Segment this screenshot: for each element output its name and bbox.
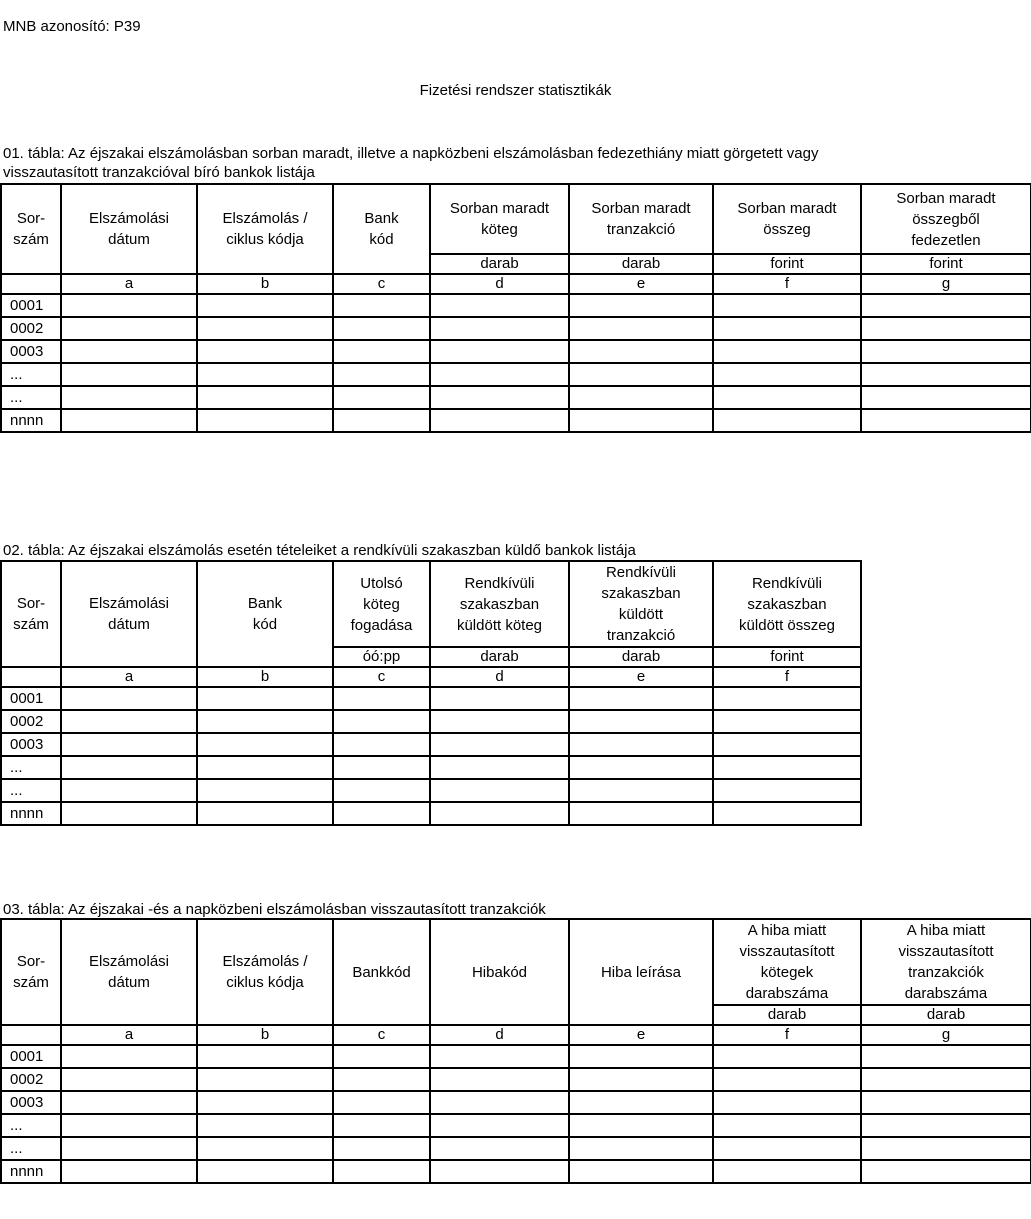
data-cell[interactable] [713,687,861,710]
table1-caption-line1: 01. tábla: Az éjszakai elszámolásban sorban maradt, illetve a napközbeni elszámolásban fedezethiány miatt görgetett vagy [3,145,819,162]
table-row [1,317,1031,340]
row-number: 0002 [1,1068,61,1091]
data-cell[interactable] [713,802,861,825]
column-unit: forint [861,254,1031,274]
data-cell[interactable] [430,1068,569,1091]
column-unit: darab [713,1005,861,1025]
column-header: Hibakód [430,919,569,1025]
data-cell[interactable] [61,386,197,409]
data-cell[interactable] [333,779,430,802]
data-cell[interactable] [333,409,430,432]
data-cell[interactable] [861,363,1031,386]
column-unit: darab [569,647,713,667]
data-cell[interactable] [430,1114,569,1137]
column-header: A hiba miatt visszautasított kötegek darabszáma [713,919,861,1005]
table-row [1,294,1031,317]
data-cell[interactable] [333,1114,430,1137]
header-row [1,184,1031,254]
column-letter: b [197,667,333,687]
column-header: Rendkívüli szakaszban küldött tranzakció [569,561,713,647]
data-cell[interactable] [861,317,1031,340]
column-unit: forint [713,647,861,667]
table2 [0,560,862,826]
column-header: Elszámolási dátum [61,919,197,1025]
letter-row [1,667,861,687]
table-row [1,1114,1031,1137]
column-header: Sorban maradt tranzakció [569,184,713,254]
rowno-header: Sor- szám [1,184,61,274]
data-cell[interactable] [713,317,861,340]
data-cell[interactable] [197,1068,333,1091]
data-cell[interactable] [713,409,861,432]
data-cell[interactable] [61,687,197,710]
column-letter: d [430,274,569,294]
row-number: 0001 [1,687,61,710]
data-cell[interactable] [430,1160,569,1183]
column-letter: f [713,274,861,294]
data-cell[interactable] [61,363,197,386]
data-cell[interactable] [333,1160,430,1183]
data-cell[interactable] [333,317,430,340]
data-cell[interactable] [197,409,333,432]
letter-blank [1,1025,61,1045]
row-number: ... [1,779,61,802]
data-cell[interactable] [430,756,569,779]
data-cell[interactable] [569,1045,713,1068]
data-cell[interactable] [430,710,569,733]
data-cell[interactable] [713,733,861,756]
data-cell[interactable] [430,802,569,825]
data-cell[interactable] [713,386,861,409]
rowno-header: Sor- szám [1,919,61,1025]
row-number: nnnn [1,409,61,432]
data-cell[interactable] [861,1045,1031,1068]
data-cell[interactable] [333,340,430,363]
data-cell[interactable] [61,1137,197,1160]
column-letter: e [569,274,713,294]
row-number: 0001 [1,294,61,317]
column-header: Utolsó köteg fogadása [333,561,430,647]
column-header: Elszámolási dátum [61,561,197,667]
column-letter: g [861,274,1031,294]
data-cell[interactable] [61,1068,197,1091]
data-cell[interactable] [430,386,569,409]
data-cell[interactable] [430,294,569,317]
header-row [1,561,861,647]
column-letter: e [569,1025,713,1045]
page-title: Fizetési rendszer statisztikák [419,82,612,99]
column-unit: darab [861,1005,1031,1025]
table-row [1,1068,1031,1091]
data-cell[interactable] [333,756,430,779]
data-cell[interactable] [861,1137,1031,1160]
data-cell[interactable] [61,409,197,432]
data-cell[interactable] [569,687,713,710]
data-cell[interactable] [713,340,861,363]
data-cell[interactable] [333,1068,430,1091]
data-cell[interactable] [861,294,1031,317]
data-cell[interactable] [197,363,333,386]
table-row [1,710,861,733]
data-cell[interactable] [569,1091,713,1114]
data-cell[interactable] [861,1160,1031,1183]
table1-caption-line2: visszautasított tranzakcióval bíró bankok listája [3,164,315,181]
column-header: Hiba leírása [569,919,713,1025]
column-letter: c [333,667,430,687]
table-row [1,1137,1031,1160]
data-cell[interactable] [430,1091,569,1114]
row-number: nnnn [1,1160,61,1183]
table-row [1,802,861,825]
data-cell[interactable] [61,756,197,779]
column-letter: b [197,274,333,294]
row-number: nnnn [1,802,61,825]
data-cell[interactable] [569,802,713,825]
table1-caption [3,144,818,182]
row-number: 0003 [1,340,61,363]
row-number: 0003 [1,733,61,756]
column-unit: óó:pp [333,647,430,667]
data-cell[interactable] [861,1091,1031,1114]
data-cell[interactable] [197,340,333,363]
column-letter: f [713,667,861,687]
row-number: 0002 [1,317,61,340]
table3-caption: 03. tábla: Az éjszakai -és a napközbeni elszámolásban visszautasított tranzakciók [3,901,546,918]
data-cell[interactable] [333,710,430,733]
table3 [0,918,1031,1184]
data-cell[interactable] [197,1137,333,1160]
column-header: Sorban maradt összegből fedezetlen [861,184,1031,254]
column-letter: e [569,667,713,687]
data-cell[interactable] [569,1137,713,1160]
data-cell[interactable] [333,1045,430,1068]
data-cell[interactable] [430,409,569,432]
data-cell[interactable] [333,687,430,710]
data-cell[interactable] [861,1068,1031,1091]
table-row [1,1160,1031,1183]
data-cell[interactable] [197,1091,333,1114]
column-header: Bank kód [197,561,333,667]
data-cell[interactable] [430,340,569,363]
data-cell[interactable] [197,294,333,317]
column-header: Rendkívüli szakaszban küldött köteg [430,561,569,647]
data-cell[interactable] [197,1160,333,1183]
data-cell[interactable] [333,294,430,317]
column-header: Bank kód [333,184,430,274]
table-row [1,779,861,802]
column-header: Rendkívüli szakaszban küldött összeg [713,561,861,647]
table-row [1,733,861,756]
data-cell[interactable] [861,340,1031,363]
table-row [1,386,1031,409]
data-cell[interactable] [333,363,430,386]
rowno-header: Sor- szám [1,561,61,667]
data-cell[interactable] [713,294,861,317]
data-cell[interactable] [430,317,569,340]
data-cell[interactable] [333,1137,430,1160]
data-cell[interactable] [61,1091,197,1114]
data-cell[interactable] [333,802,430,825]
data-cell[interactable] [197,687,333,710]
table-row [1,756,861,779]
data-cell[interactable] [61,733,197,756]
data-cell[interactable] [569,710,713,733]
column-letter: c [333,274,430,294]
data-cell[interactable] [713,710,861,733]
data-cell[interactable] [197,386,333,409]
column-header: Elszámolás / ciklus kódja [197,184,333,274]
data-cell[interactable] [61,340,197,363]
data-cell[interactable] [61,779,197,802]
data-cell[interactable] [197,1114,333,1137]
data-cell[interactable] [713,1114,861,1137]
column-header: Sorban maradt összeg [713,184,861,254]
column-header: Bankkód [333,919,430,1025]
data-cell[interactable] [569,363,713,386]
table1 [0,183,1031,433]
column-unit: darab [430,647,569,667]
column-letter: d [430,667,569,687]
data-cell[interactable] [197,802,333,825]
mnb-identifier: MNB azonosító: P39 [3,18,141,35]
data-cell[interactable] [569,340,713,363]
data-cell[interactable] [713,1045,861,1068]
row-number: 0002 [1,710,61,733]
table-row [1,409,1031,432]
row-number: 0001 [1,1045,61,1068]
column-letter: a [61,1025,197,1045]
data-cell[interactable] [569,1068,713,1091]
data-cell[interactable] [569,779,713,802]
data-cell[interactable] [430,779,569,802]
data-cell[interactable] [430,1045,569,1068]
data-cell[interactable] [861,409,1031,432]
column-header: A hiba miatt visszautasított tranzakciók darabszáma [861,919,1031,1005]
data-cell[interactable] [713,1091,861,1114]
data-cell[interactable] [197,710,333,733]
data-cell[interactable] [61,1045,197,1068]
table2-caption: 02. tábla: Az éjszakai elszámolás esetén tételeiket a rendkívüli szakaszban küldő bankok listája [3,542,636,559]
data-cell[interactable] [430,733,569,756]
table-row [1,1045,1031,1068]
data-cell[interactable] [61,710,197,733]
data-cell[interactable] [61,1160,197,1183]
column-header: Elszámolás / ciklus kódja [197,919,333,1025]
letter-blank [1,667,61,687]
row-number: ... [1,1114,61,1137]
column-unit: forint [713,254,861,274]
table-row [1,340,1031,363]
data-cell[interactable] [569,733,713,756]
header-row [1,919,1031,1005]
data-cell[interactable] [713,1160,861,1183]
row-number: ... [1,386,61,409]
data-cell[interactable] [197,756,333,779]
row-number: ... [1,1137,61,1160]
column-unit: darab [569,254,713,274]
data-cell[interactable] [569,317,713,340]
data-cell[interactable] [569,409,713,432]
data-cell[interactable] [61,802,197,825]
column-header: Elszámolási dátum [61,184,197,274]
column-letter: a [61,667,197,687]
letter-row [1,274,1031,294]
data-cell[interactable] [61,294,197,317]
data-cell[interactable] [61,1114,197,1137]
table-row [1,687,861,710]
data-cell[interactable] [713,1068,861,1091]
letter-blank [1,274,61,294]
data-cell[interactable] [569,386,713,409]
data-cell[interactable] [197,779,333,802]
column-letter: f [713,1025,861,1045]
data-cell[interactable] [430,687,569,710]
data-cell[interactable] [197,733,333,756]
data-cell[interactable] [713,363,861,386]
column-letter: a [61,274,197,294]
letter-row [1,1025,1031,1045]
data-cell[interactable] [713,779,861,802]
data-cell[interactable] [197,1045,333,1068]
data-cell[interactable] [713,1137,861,1160]
column-header: Sorban maradt köteg [430,184,569,254]
data-cell[interactable] [861,386,1031,409]
data-cell[interactable] [333,733,430,756]
column-letter: g [861,1025,1031,1045]
data-cell[interactable] [569,756,713,779]
row-number: ... [1,363,61,386]
data-cell[interactable] [333,1091,430,1114]
column-unit: darab [430,254,569,274]
table-row [1,1091,1031,1114]
data-cell[interactable] [61,317,197,340]
row-number: 0003 [1,1091,61,1114]
data-cell[interactable] [569,1114,713,1137]
data-cell[interactable] [430,1137,569,1160]
data-cell[interactable] [713,756,861,779]
data-cell[interactable] [430,363,569,386]
column-letter: b [197,1025,333,1045]
data-cell[interactable] [333,386,430,409]
data-cell[interactable] [569,294,713,317]
row-number: ... [1,756,61,779]
data-cell[interactable] [569,1160,713,1183]
table-row [1,363,1031,386]
data-cell[interactable] [197,317,333,340]
column-letter: c [333,1025,430,1045]
data-cell[interactable] [861,1114,1031,1137]
column-letter: d [430,1025,569,1045]
